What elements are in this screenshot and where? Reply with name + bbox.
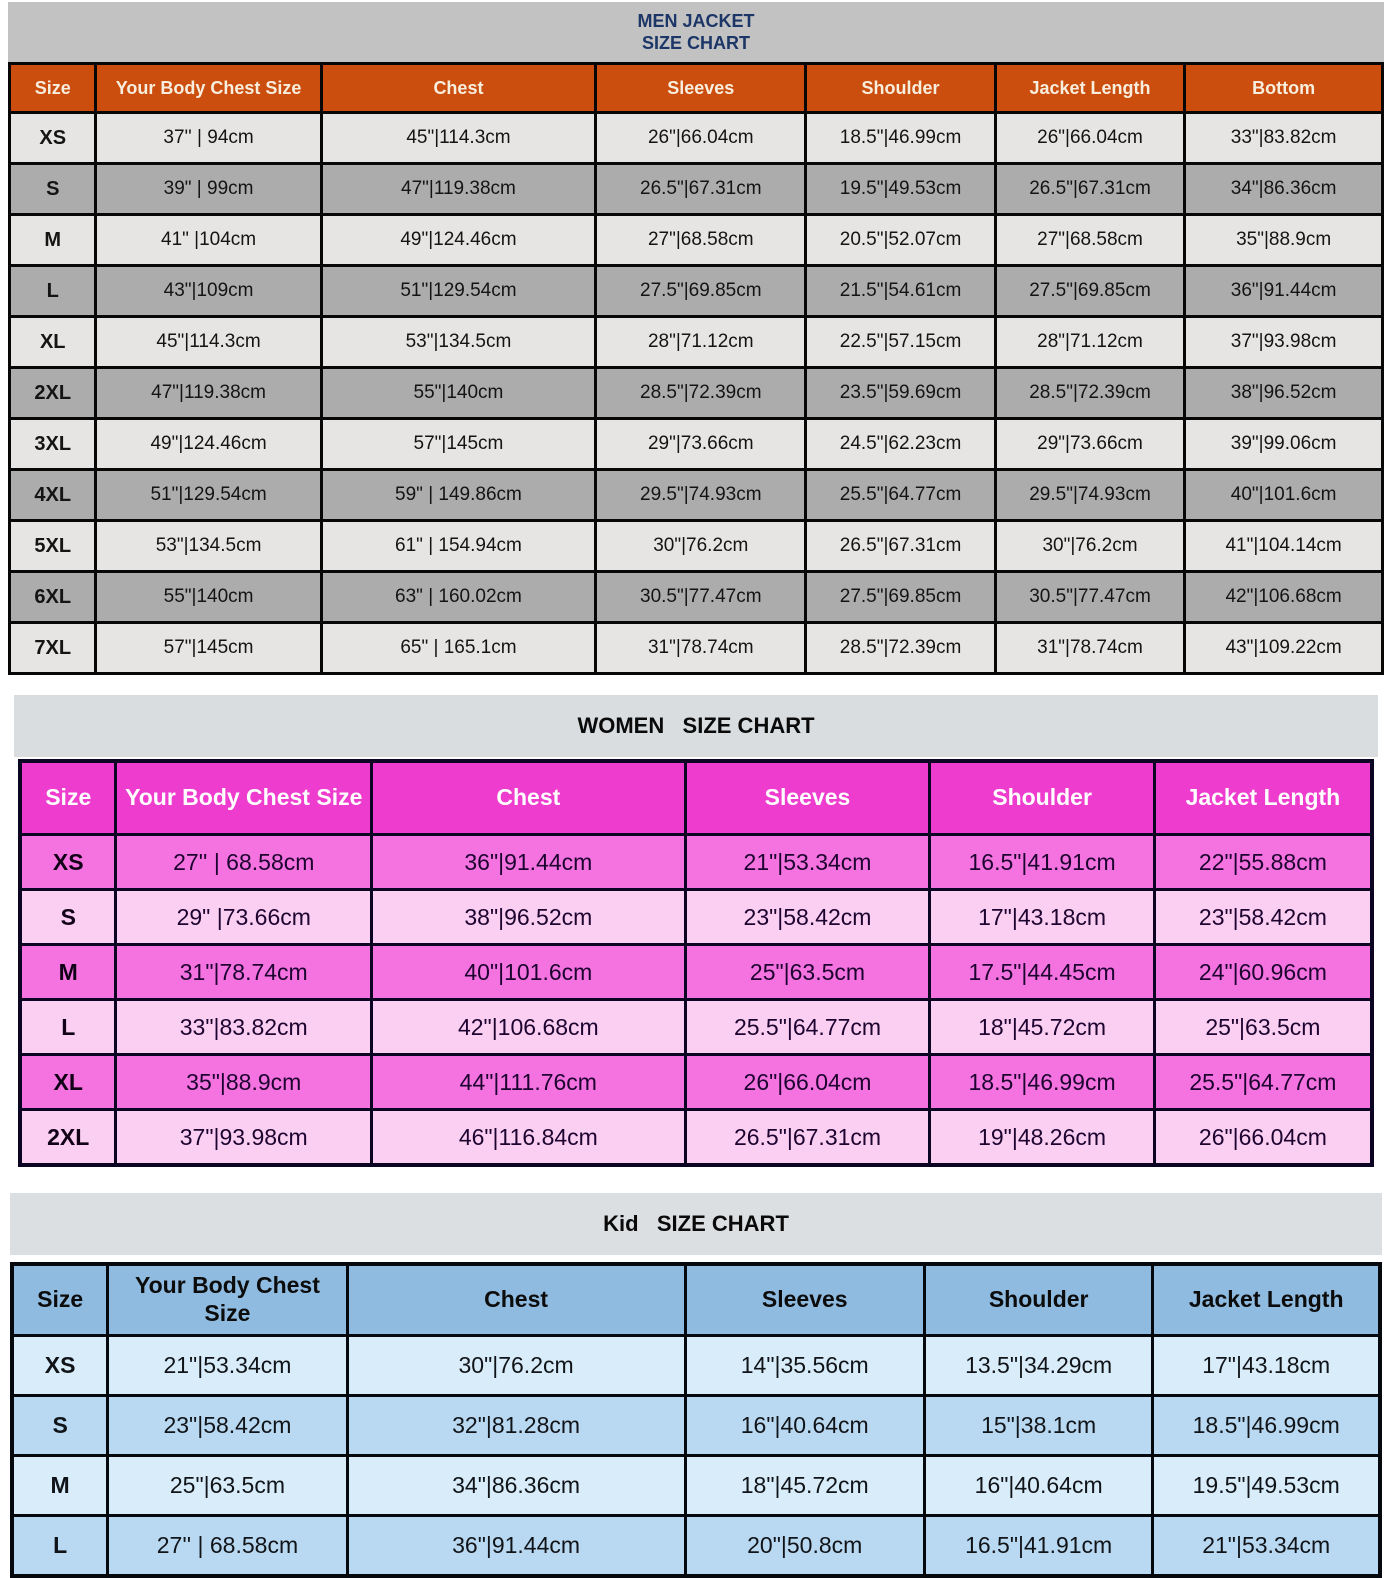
measurement-cell: 49"|124.46cm <box>96 419 321 470</box>
measurement-cell: 30"|76.2cm <box>596 521 806 572</box>
column-header: Chest <box>347 1264 685 1336</box>
measurement-cell: 27'' | 68.58cm <box>108 1516 347 1577</box>
table-row <box>10 521 1383 572</box>
women-table-header <box>20 761 1372 835</box>
measurement-cell: 42"|106.68cm <box>372 1000 686 1055</box>
measurement-cell: 59" | 149.86cm <box>321 470 596 521</box>
measurement-cell: 31"|78.74cm <box>116 945 372 1000</box>
measurement-cell: 18.5"|46.99cm <box>806 113 995 164</box>
column-header: Shoulder <box>806 64 995 113</box>
table-row <box>10 113 1383 164</box>
measurement-cell: 14"|35.56cm <box>685 1336 924 1396</box>
column-header: Size <box>10 64 96 113</box>
measurement-cell: 26.5"|67.31cm <box>995 164 1184 215</box>
men-chart-title-bar <box>8 2 1384 62</box>
column-header: Sleeves <box>685 761 930 835</box>
measurement-cell: 40"|101.6cm <box>1185 470 1383 521</box>
men-table-header <box>10 64 1383 113</box>
men-chart-title-line2: SIZE CHART <box>642 33 750 53</box>
measurement-cell: 29.5"|74.93cm <box>596 470 806 521</box>
measurement-cell: 24.5"|62.23cm <box>806 419 995 470</box>
column-header: Shoulder <box>924 1264 1152 1336</box>
measurement-cell: 23.5"|59.69cm <box>806 368 995 419</box>
measurement-cell: 30.5"|77.47cm <box>995 572 1184 623</box>
women-table-body <box>20 835 1372 1166</box>
size-label: S <box>10 164 96 215</box>
measurement-cell: 47"|119.38cm <box>321 164 596 215</box>
measurement-cell: 36"|91.44cm <box>347 1516 685 1577</box>
table-row <box>12 1516 1380 1577</box>
column-header: Shoulder <box>930 761 1154 835</box>
measurement-cell: 27"|68.58cm <box>995 215 1184 266</box>
measurement-cell: 17"|43.18cm <box>930 890 1154 945</box>
size-label: XS <box>10 113 96 164</box>
size-label: 3XL <box>10 419 96 470</box>
measurement-cell: 55"|140cm <box>321 368 596 419</box>
men-size-table <box>8 62 1384 675</box>
measurement-cell: 21"|53.34cm <box>1153 1516 1380 1577</box>
table-row <box>10 215 1383 266</box>
measurement-cell: 17.5"|44.45cm <box>930 945 1154 1000</box>
section-divider <box>0 1167 1392 1193</box>
women-chart-title: WOMEN SIZE CHART <box>577 713 815 738</box>
measurement-cell: 53"|134.5cm <box>321 317 596 368</box>
measurement-cell: 27"|68.58cm <box>596 215 806 266</box>
measurement-cell: 38"|96.52cm <box>1185 368 1383 419</box>
table-row <box>20 890 1372 945</box>
measurement-cell: 29"|73.66cm <box>995 419 1184 470</box>
kid-table-header <box>12 1264 1380 1336</box>
measurement-cell: 33"|83.82cm <box>1185 113 1383 164</box>
measurement-cell: 23"|58.42cm <box>1154 890 1372 945</box>
table-row <box>10 572 1383 623</box>
measurement-cell: 27.5"|69.85cm <box>995 266 1184 317</box>
size-label: 7XL <box>10 623 96 674</box>
women-size-chart-section <box>0 695 1392 1167</box>
measurement-cell: 26"|66.04cm <box>596 113 806 164</box>
measurement-cell: 44"|111.76cm <box>372 1055 686 1110</box>
measurement-cell: 30"|76.2cm <box>995 521 1184 572</box>
measurement-cell: 43"|109.22cm <box>1185 623 1383 674</box>
measurement-cell: 36"|91.44cm <box>372 835 686 890</box>
measurement-cell: 18"|45.72cm <box>930 1000 1154 1055</box>
men-table-body <box>10 113 1383 674</box>
table-row <box>20 1110 1372 1166</box>
women-chart-title-bar <box>14 695 1378 757</box>
measurement-cell: 31"|78.74cm <box>596 623 806 674</box>
women-header-row <box>20 761 1372 835</box>
measurement-cell: 19.5"|49.53cm <box>1153 1456 1380 1516</box>
measurement-cell: 13.5"|34.29cm <box>924 1336 1152 1396</box>
measurement-cell: 18.5"|46.99cm <box>930 1055 1154 1110</box>
measurement-cell: 38"|96.52cm <box>372 890 686 945</box>
measurement-cell: 35"|88.9cm <box>116 1055 372 1110</box>
measurement-cell: 41" |104cm <box>96 215 321 266</box>
measurement-cell: 16.5"|41.91cm <box>930 835 1154 890</box>
measurement-cell: 41"|104.14cm <box>1185 521 1383 572</box>
women-table-wrap <box>18 759 1374 1167</box>
measurement-cell: 27.5"|69.85cm <box>806 572 995 623</box>
kid-size-table <box>10 1262 1382 1578</box>
measurement-cell: 19.5"|49.53cm <box>806 164 995 215</box>
measurement-cell: 45"|114.3cm <box>321 113 596 164</box>
measurement-cell: 25"|63.5cm <box>108 1456 347 1516</box>
kid-header-row <box>12 1264 1380 1336</box>
size-label: S <box>20 890 116 945</box>
measurement-cell: 21"|53.34cm <box>108 1336 347 1396</box>
measurement-cell: 20.5"|52.07cm <box>806 215 995 266</box>
column-header: Chest <box>321 64 596 113</box>
measurement-cell: 28.5"|72.39cm <box>995 368 1184 419</box>
kid-table-wrap <box>10 1262 1382 1578</box>
measurement-cell: 29.5"|74.93cm <box>995 470 1184 521</box>
measurement-cell: 20"|50.8cm <box>685 1516 924 1577</box>
measurement-cell: 15"|38.1cm <box>924 1396 1152 1456</box>
size-label: L <box>10 266 96 317</box>
column-header: Chest <box>372 761 686 835</box>
size-label: M <box>20 945 116 1000</box>
table-row <box>10 266 1383 317</box>
men-size-chart-section <box>8 2 1384 675</box>
measurement-cell: 27.5"|69.85cm <box>596 266 806 317</box>
measurement-cell: 29"|73.66cm <box>596 419 806 470</box>
kid-chart-title-bar <box>10 1193 1382 1255</box>
measurement-cell: 65" | 165.1cm <box>321 623 596 674</box>
measurement-cell: 25"|63.5cm <box>685 945 930 1000</box>
size-label: XS <box>20 835 116 890</box>
measurement-cell: 33"|83.82cm <box>116 1000 372 1055</box>
measurement-cell: 43"|109cm <box>96 266 321 317</box>
column-header: Bottom <box>1185 64 1383 113</box>
measurement-cell: 29" |73.66cm <box>116 890 372 945</box>
measurement-cell: 16.5"|41.91cm <box>924 1516 1152 1577</box>
measurement-cell: 61" | 154.94cm <box>321 521 596 572</box>
table-row <box>10 623 1383 674</box>
measurement-cell: 28"|71.12cm <box>995 317 1184 368</box>
measurement-cell: 39" | 99cm <box>96 164 321 215</box>
measurement-cell: 42"|106.68cm <box>1185 572 1383 623</box>
table-row <box>20 945 1372 1000</box>
measurement-cell: 25.5"|64.77cm <box>1154 1055 1372 1110</box>
measurement-cell: 28.5"|72.39cm <box>596 368 806 419</box>
measurement-cell: 26.5"|67.31cm <box>596 164 806 215</box>
size-label: S <box>12 1396 108 1456</box>
column-header: Jacket Length <box>995 64 1184 113</box>
measurement-cell: 16"|40.64cm <box>924 1456 1152 1516</box>
measurement-cell: 40"|101.6cm <box>372 945 686 1000</box>
table-row <box>10 419 1383 470</box>
measurement-cell: 26.5"|67.31cm <box>806 521 995 572</box>
measurement-cell: 18.5"|46.99cm <box>1153 1396 1380 1456</box>
measurement-cell: 34"|86.36cm <box>347 1456 685 1516</box>
measurement-cell: 27'' | 68.58cm <box>116 835 372 890</box>
women-size-table <box>18 759 1374 1167</box>
measurement-cell: 34"|86.36cm <box>1185 164 1383 215</box>
measurement-cell: 31"|78.74cm <box>995 623 1184 674</box>
kid-size-chart-section <box>0 1193 1392 1578</box>
measurement-cell: 26.5"|67.31cm <box>685 1110 930 1166</box>
column-header: Jacket Length <box>1153 1264 1380 1336</box>
measurement-cell: 47"|119.38cm <box>96 368 321 419</box>
column-header: Sleeves <box>596 64 806 113</box>
measurement-cell: 37"|93.98cm <box>116 1110 372 1166</box>
measurement-cell: 23"|58.42cm <box>685 890 930 945</box>
measurement-cell: 16"|40.64cm <box>685 1396 924 1456</box>
measurement-cell: 63" | 160.02cm <box>321 572 596 623</box>
column-header: Your Body Chest Size <box>116 761 372 835</box>
measurement-cell: 55"|140cm <box>96 572 321 623</box>
men-chart-title-line1: MEN JACKET <box>637 10 755 31</box>
column-header: Sleeves <box>685 1264 924 1336</box>
measurement-cell: 57"|145cm <box>96 623 321 674</box>
measurement-cell: 37"|93.98cm <box>1185 317 1383 368</box>
measurement-cell: 49"|124.46cm <box>321 215 596 266</box>
table-row <box>20 1055 1372 1110</box>
size-label: 4XL <box>10 470 96 521</box>
measurement-cell: 21"|53.34cm <box>685 835 930 890</box>
measurement-cell: 30"|76.2cm <box>347 1336 685 1396</box>
measurement-cell: 28"|71.12cm <box>596 317 806 368</box>
table-row <box>12 1336 1380 1396</box>
size-label: XL <box>10 317 96 368</box>
measurement-cell: 26"|66.04cm <box>1154 1110 1372 1166</box>
size-label: XS <box>12 1336 108 1396</box>
measurement-cell: 37'' | 94cm <box>96 113 321 164</box>
table-row <box>12 1456 1380 1516</box>
table-row <box>10 164 1383 215</box>
measurement-cell: 19"|48.26cm <box>930 1110 1154 1166</box>
column-header: Your Body Chest Size <box>108 1264 347 1336</box>
table-row <box>20 1000 1372 1055</box>
size-label: M <box>10 215 96 266</box>
section-divider <box>0 675 1392 695</box>
table-row <box>20 835 1372 890</box>
measurement-cell: 39"|99.06cm <box>1185 419 1383 470</box>
measurement-cell: 22.5"|57.15cm <box>806 317 995 368</box>
column-header: Size <box>12 1264 108 1336</box>
measurement-cell: 28.5"|72.39cm <box>806 623 995 674</box>
size-label: XL <box>20 1055 116 1110</box>
size-label: 2XL <box>20 1110 116 1166</box>
kid-table-body <box>12 1336 1380 1577</box>
table-row <box>10 470 1383 521</box>
size-label: L <box>12 1516 108 1577</box>
size-label: M <box>12 1456 108 1516</box>
men-header-row <box>10 64 1383 113</box>
measurement-cell: 51"|129.54cm <box>96 470 321 521</box>
measurement-cell: 22"|55.88cm <box>1154 835 1372 890</box>
size-label: L <box>20 1000 116 1055</box>
size-label: 5XL <box>10 521 96 572</box>
measurement-cell: 26"|66.04cm <box>685 1055 930 1110</box>
table-row <box>10 317 1383 368</box>
measurement-cell: 51"|129.54cm <box>321 266 596 317</box>
measurement-cell: 35"|88.9cm <box>1185 215 1383 266</box>
table-row <box>12 1396 1380 1456</box>
measurement-cell: 25.5"|64.77cm <box>685 1000 930 1055</box>
measurement-cell: 26"|66.04cm <box>995 113 1184 164</box>
measurement-cell: 32"|81.28cm <box>347 1396 685 1456</box>
measurement-cell: 18"|45.72cm <box>685 1456 924 1516</box>
measurement-cell: 24"|60.96cm <box>1154 945 1372 1000</box>
column-header: Jacket Length <box>1154 761 1372 835</box>
column-header: Your Body Chest Size <box>96 64 321 113</box>
measurement-cell: 25"|63.5cm <box>1154 1000 1372 1055</box>
measurement-cell: 23"|58.42cm <box>108 1396 347 1456</box>
measurement-cell: 21.5"|54.61cm <box>806 266 995 317</box>
measurement-cell: 53"|134.5cm <box>96 521 321 572</box>
measurement-cell: 17"|43.18cm <box>1153 1336 1380 1396</box>
measurement-cell: 57"|145cm <box>321 419 596 470</box>
table-row <box>10 368 1383 419</box>
kid-chart-title: Kid SIZE CHART <box>603 1211 789 1236</box>
size-label: 6XL <box>10 572 96 623</box>
size-label: 2XL <box>10 368 96 419</box>
measurement-cell: 36"|91.44cm <box>1185 266 1383 317</box>
measurement-cell: 46"|116.84cm <box>372 1110 686 1166</box>
measurement-cell: 30.5"|77.47cm <box>596 572 806 623</box>
measurement-cell: 45"|114.3cm <box>96 317 321 368</box>
column-header: Size <box>20 761 116 835</box>
measurement-cell: 25.5"|64.77cm <box>806 470 995 521</box>
